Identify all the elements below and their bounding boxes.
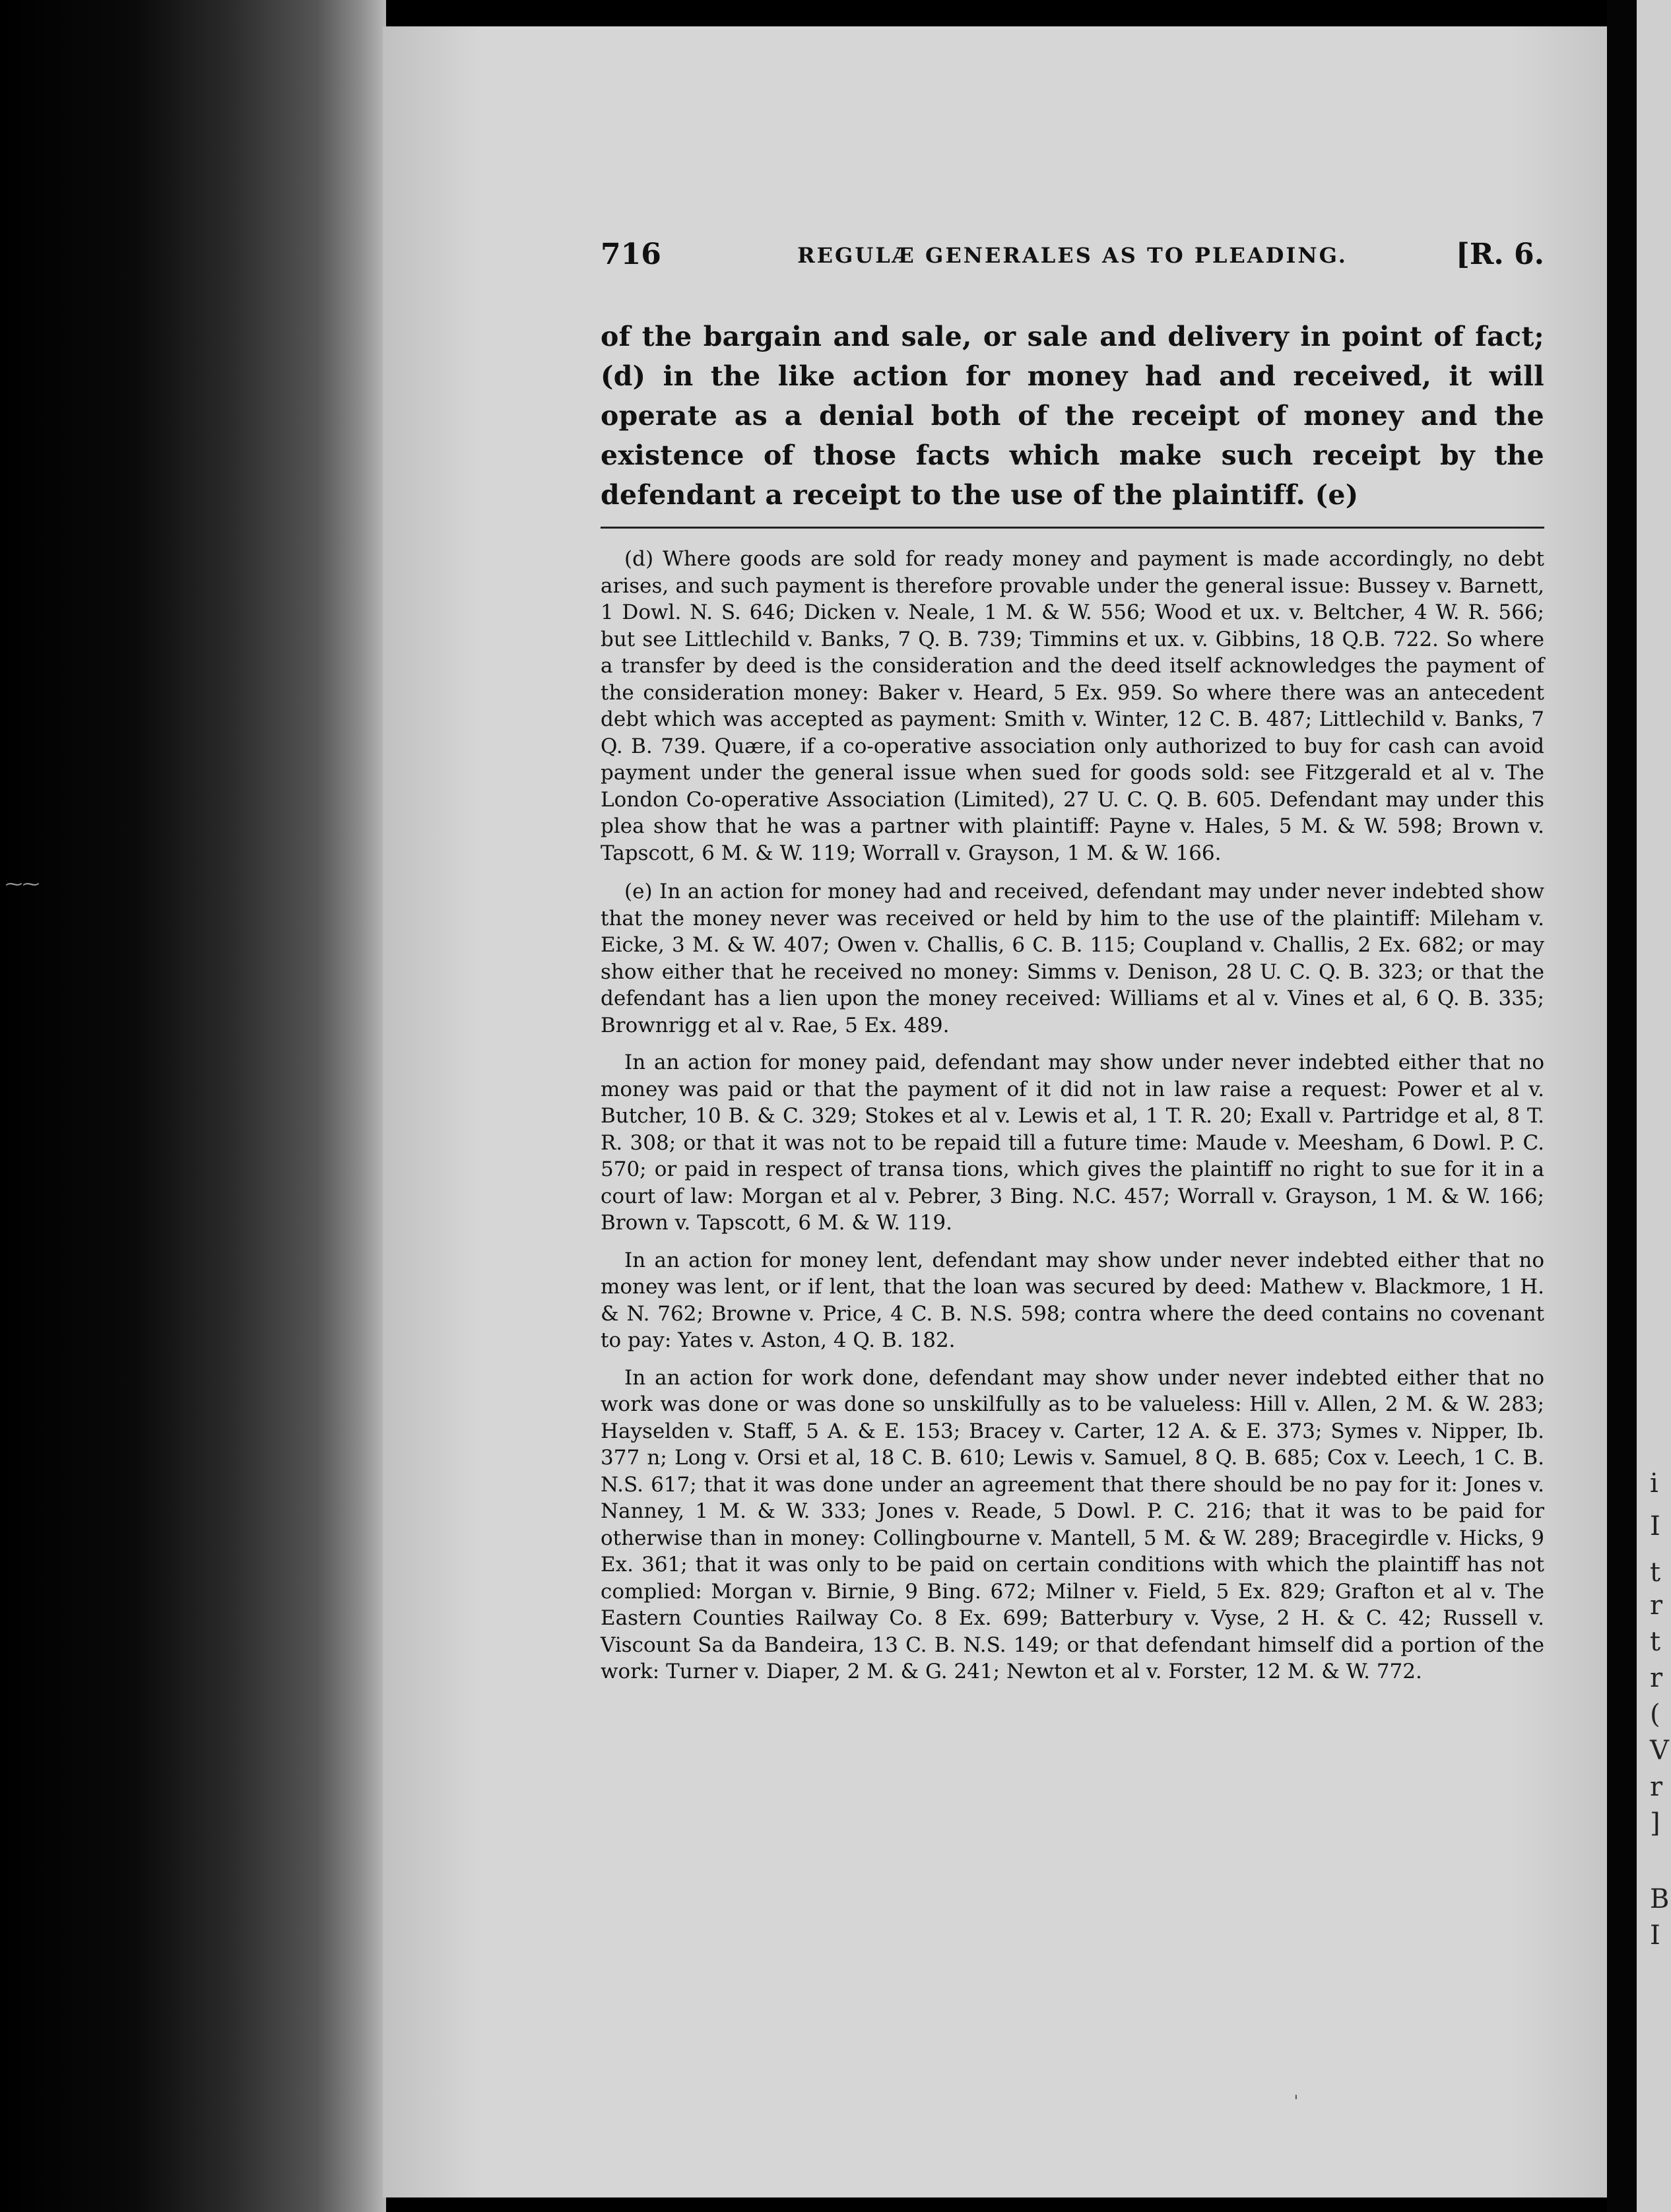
facing-page-glyph: r (1650, 1590, 1663, 1621)
body-paragraph: of the bargain and sale, or sale and delivery in point of fact; (d) in the like action for money had and received, it will operate as a denial both of the receipt of money and the existence of those facts which make such receipt by the defendant a receipt to the use of the plaintiff. (e) (601, 321, 1544, 511)
facing-page-glyph: i (1650, 1468, 1658, 1499)
footnote-e: (e) In an action for money had and received, defendant may under never indebted show that the money never was received or held by him to the use of the plaintiff: Mileham v. Eicke, 3 M. & W. 407; Owen v. Challis, 6 C. B. 115; Coupland v. Challis, 2 Ex. 682; or may show either that he received no money: Simms v. Denison, 28 U. C. Q. B. 323; or that the defendant has a lien upon the money received: Williams et al v. Vines et al, 6 Q. B. 335; Brownrigg et al v. Rae, 5 Ex. 489. (601, 880, 1544, 1037)
ink-speck: ˈ (1294, 2092, 1299, 2114)
scan-left-shadow (0, 0, 386, 2212)
facing-page-glyph: r (1650, 1663, 1663, 1693)
facing-page-glyph: t (1650, 1627, 1661, 1657)
facing-page-edge (1637, 0, 1671, 2212)
footnote-money-lent: In an action for money lent, defendant may show under never indebted either that no money was lent, or if lent, that the loan was secured by deed: Mathew v. Blackmore, 1 H. & N. 762; Browne v. Price, 4 C. B. N.S. 598; contra where the deed contains no covenant to pay: Yates v. Aston, 4 Q. B. 182. (601, 1248, 1544, 1352)
page-number: 716 (601, 238, 661, 271)
rule-reference: [R. 6. (1456, 238, 1544, 271)
facing-page-glyph: B (1650, 1884, 1670, 1914)
facing-page-glyph: r (1650, 1772, 1663, 1802)
footnote-money-paid: In an action for money paid, defendant may show under never indebted either that no money was paid or that the payment of it did not in law raise a request: Power et al v. Butcher, 10 B. & C. 329; Stokes et al v. Lewis et al, 1 T. R. 20; Exall v. Partridge et al, 8 T. R. 308; or that it was not to be repaid till a future time: Maude v. Meesham, 6 Dowl. P. C. 570; or paid in respect of transa tions, which gives the plaintiff no right to sue for it in a court of law: Morgan et al v. Pebrer, 3 Bing. N.C. 457; Worrall v. Grayson, 1 M. & W. 166; Brown v. Tapscott, 6 M. & W. 119. (601, 1051, 1544, 1235)
scan-smudge: ⁓⁓ (5, 874, 40, 894)
facing-page-glyph: t (1650, 1557, 1661, 1588)
facing-page-glyph: V (1650, 1736, 1669, 1766)
footnote-work-done: In an action for work done, defendant may show under never indebted either that no work was done or was done so unskilfully as to be valueless: Hill v. Allen, 2 M. & W. 283; Hayselden v. Staff, 5 A. & E. 153; Bracey v. Carter, 12 A. & E. 373; Symes v. Nipper, Ib. 377 n; Long v. Orsi et al, 18 C. B. 610; Lewis v. Samuel, 8 Q. B. 685; Cox v. Leech, 1 C. B. N.S. 617; that it was done under an agreement that there should be no pay for it: Jones v. Nanney, 1 M. & W. 333; Jones v. Reade, 5 Dowl. P. C. 216; that it was to be paid for otherwise than in money: Collingbourne v. Mantell, 5 M. & W. 289; Bracegirdle v. Hicks, 9 Ex. 361; that it was only to be paid on certain conditions with which the plaintiff has not complied: Morgan v. Birnie, 9 Bing. 672; Milner v. Field, 5 Ex. 829; Grafton et al v. The Eastern Counties Railway Co. 8 Ex. 699; Batterbury v. Vyse, 2 H. & C. 42; Russell v. Viscount Sa da Bandeira, 13 C. B. N.S. 149; or that defendant himself did a portion of the work: Turner v. Diaper, 2 M. & G. 241; Newton et al v. Forster, 12 M. & W. 772. (601, 1365, 1544, 1683)
scan-right-gutter (1607, 0, 1637, 2212)
footnote-d: (d) Where goods are sold for ready money and payment is made accordingly, no debt arises, and such payment is therefore provable under the general issue: Bussey v. Barnett, 1 Dowl. N. S. 646; Dicken v. Neale, 1 M. & W. 556; Wood et ux. v. Beltcher, 4 W. R. 566; but see Littlechild v. Banks, 7 Q. B. 739; Timmins et ux. v. Gibbins, 18 Q.B. 722. So where a transfer by deed is the consideration and the deed itself acknowledges the payment of the consideration money: Baker v. Heard, 5 Ex. 959. So where there was an antecedent debt which was accepted as payment: Smith v. Winter, 12 C. B. 487; Littlechild v. Banks, 7 Q. B. 739. Quære, if a co-operative association only authorized to buy for cash can avoid payment under the general issue when sued for goods sold: see Fitzgerald et al v. The London Co-operative Association (Limited), 27 U. C. Q. B. 605. Defendant may under this plea show that he was a partner with plaintiff: Payne v. Hales, 5 M. & W. 598; Brown v. Tapscott, 6 M. & W. 119; Worrall v. Grayson, 1 M. & W. 166. (601, 547, 1544, 865)
running-head (601, 238, 1544, 278)
page-text (601, 238, 1544, 1685)
running-head-title: REGULÆ GENERALES AS TO PLEADING. (797, 243, 1348, 268)
facing-page-glyph: ( (1650, 1699, 1660, 1730)
footnote-divider (601, 527, 1544, 529)
facing-page-glyph: ] (1650, 1808, 1660, 1838)
facing-page-glyph: I (1650, 1920, 1660, 1951)
facing-page-glyph: I (1650, 1511, 1660, 1542)
